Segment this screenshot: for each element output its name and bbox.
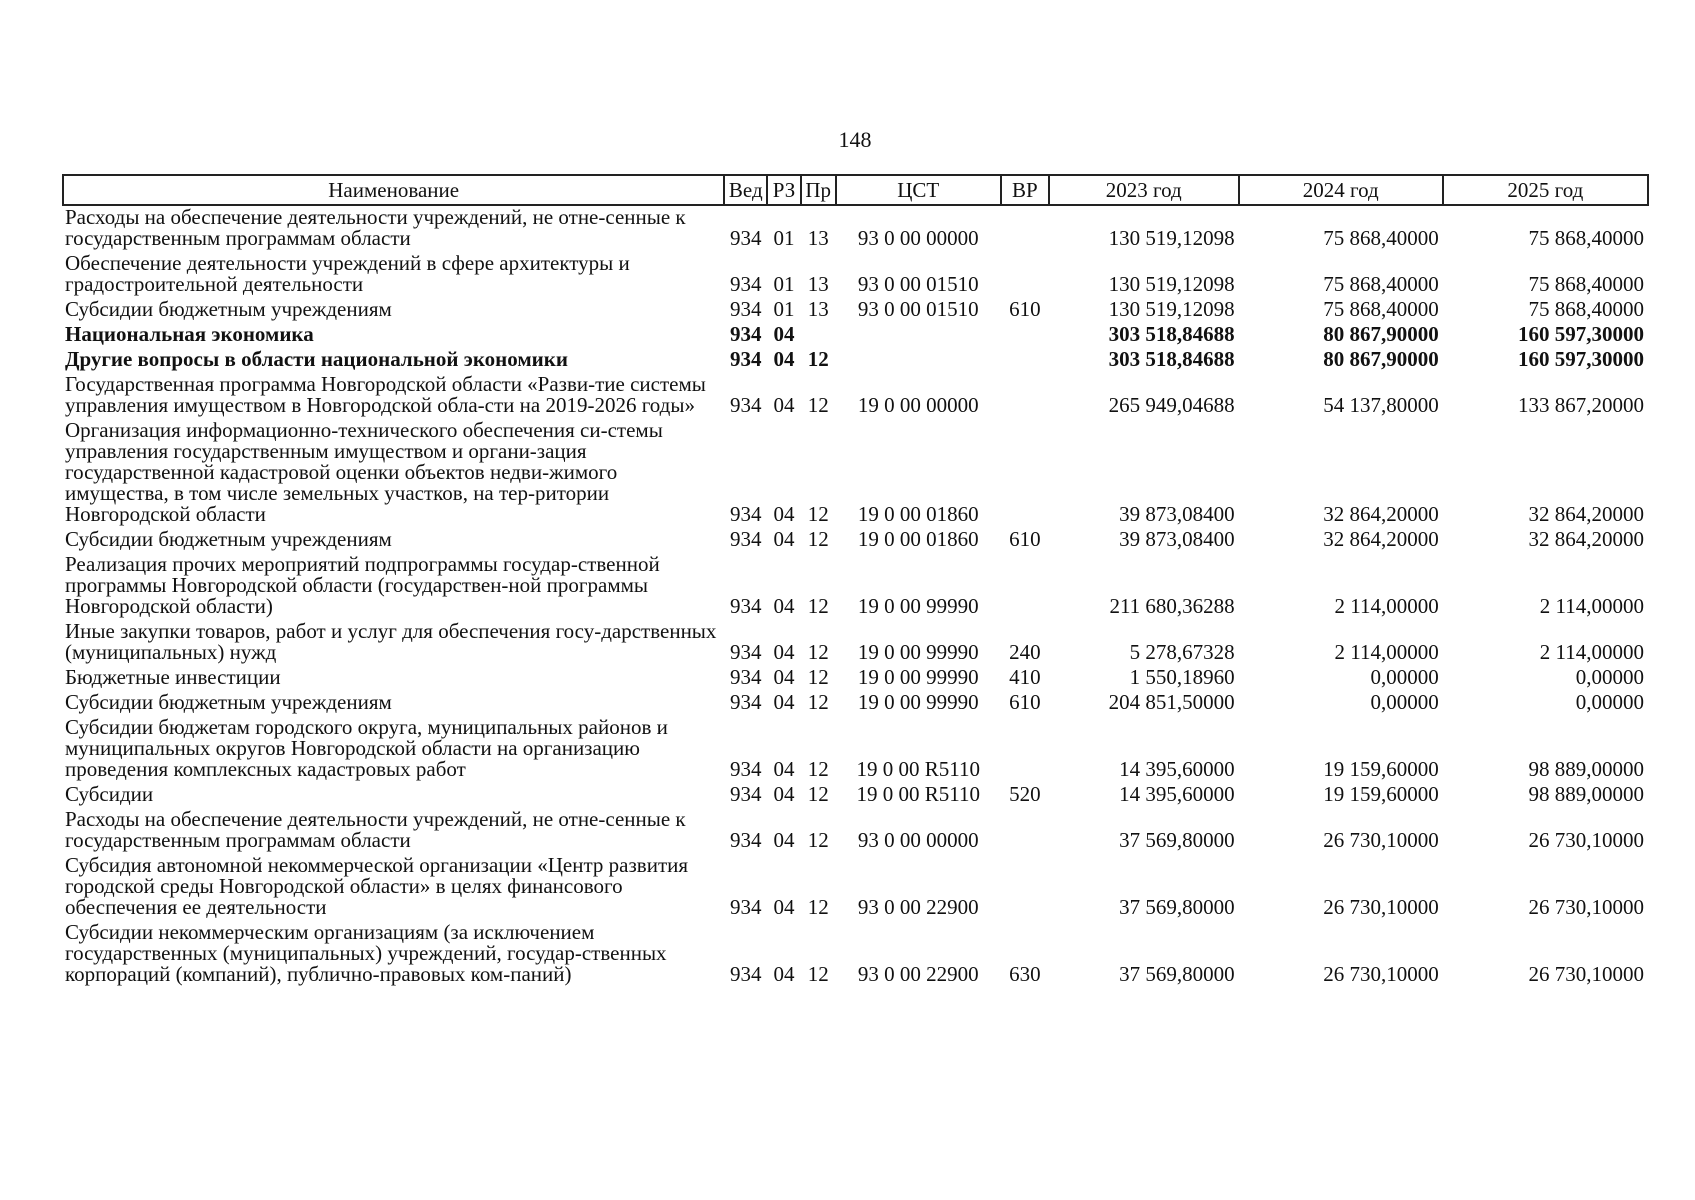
header-rz: РЗ — [767, 175, 801, 205]
row-value-2024: 75 868,40000 — [1323, 272, 1439, 296]
row-cst: 93 0 00 01510 — [857, 272, 979, 296]
row-name: Обеспечение деятельности учреждений в сфере архитектуры и градостроительной деятельности — [65, 251, 630, 296]
row-cst: 19 0 00 01860 — [857, 527, 979, 551]
row-rz: 01 — [773, 297, 795, 321]
row-pr: 12 — [807, 962, 829, 986]
row-value-2023: 14 395,60000 — [1119, 757, 1235, 781]
row-vr — [1001, 419, 1049, 528]
row-ved: 934 — [730, 782, 762, 806]
row-rz: 04 — [773, 895, 795, 919]
row-value-2025: 2 114,00000 — [1539, 640, 1644, 664]
row-cst: 19 0 00 99990 — [857, 665, 979, 689]
row-value-2024: 0,00000 — [1370, 690, 1439, 714]
header-ved: Вед — [724, 175, 767, 205]
row-value-2023: 39 873,08400 — [1119, 527, 1235, 551]
row-ved: 934 — [730, 895, 762, 919]
table-row — [63, 323, 1648, 348]
row-vr — [1001, 252, 1049, 298]
table-row — [63, 298, 1648, 323]
header-vr: ВР — [1001, 175, 1049, 205]
row-value-2024: 0,00000 — [1370, 665, 1439, 689]
row-pr: 13 — [807, 272, 829, 296]
table-row — [63, 252, 1648, 298]
row-pr: 12 — [807, 347, 829, 371]
row-cst: 19 0 00 R5110 — [856, 782, 980, 806]
row-ved: 934 — [730, 640, 762, 664]
row-cst: 93 0 00 22900 — [857, 895, 979, 919]
row-vr: 630 — [1009, 962, 1041, 986]
row-ved: 934 — [730, 962, 762, 986]
table-row — [63, 620, 1648, 666]
row-cst — [836, 348, 1001, 373]
table-row — [63, 205, 1648, 252]
row-cst: 19 0 00 99990 — [857, 690, 979, 714]
row-cst: 19 0 00 99990 — [857, 594, 979, 618]
row-name: Организация информационно-технического обеспечения си-стемы управления государственным имуществом и органи-зация государственной кадастровой оценки объектов недви-жимого имущества, в том числе земельных участков, на тер-ритории Новгородской области — [65, 418, 663, 526]
row-name: Расходы на обеспечение деятельности учреждений, не отне-сенные к государственным программам области — [65, 205, 686, 250]
row-name: Национальная экономика — [65, 322, 314, 346]
header-pr: Пр — [801, 175, 836, 205]
row-value-2024: 32 864,20000 — [1323, 527, 1439, 551]
row-value-2025: 32 864,20000 — [1528, 502, 1644, 526]
row-value-2025: 160 597,30000 — [1518, 347, 1644, 371]
row-vr: 410 — [1009, 665, 1041, 689]
page-number: 148 — [838, 127, 872, 152]
row-pr: 12 — [807, 828, 829, 852]
row-value-2023: 130 519,12098 — [1108, 226, 1235, 250]
row-pr: 12 — [807, 690, 829, 714]
row-value-2023: 204 851,50000 — [1108, 690, 1235, 714]
row-value-2023: 130 519,12098 — [1108, 297, 1235, 321]
row-rz: 01 — [773, 226, 795, 250]
row-ved: 934 — [730, 226, 762, 250]
row-value-2025: 32 864,20000 — [1528, 527, 1644, 551]
row-pr: 12 — [807, 895, 829, 919]
row-cst: 19 0 00 00000 — [857, 393, 979, 417]
row-value-2025: 98 889,00000 — [1528, 757, 1644, 781]
row-value-2023: 39 873,08400 — [1119, 502, 1235, 526]
row-vr: 240 — [1009, 640, 1041, 664]
row-vr: 610 — [1009, 527, 1041, 551]
row-name: Расходы на обеспечение деятельности учреждений, не отне-сенные к государственным программам области — [65, 807, 686, 852]
table-row — [63, 854, 1648, 921]
row-pr: 12 — [807, 502, 829, 526]
header-2025: 2025 год — [1443, 175, 1648, 205]
row-value-2025: 133 867,20000 — [1518, 393, 1644, 417]
row-name: Субсидия автономной некоммерческой организации «Центр развития городской среды Новгородской области» в целях финансового обеспечения ее деятельности — [65, 853, 689, 919]
row-cst: 93 0 00 22900 — [857, 962, 979, 986]
row-ved: 934 — [730, 322, 762, 346]
budget-table — [62, 174, 1649, 988]
row-name: Субсидии бюджетным учреждениям — [65, 297, 392, 321]
row-value-2023: 130 519,12098 — [1108, 272, 1235, 296]
row-rz: 01 — [773, 272, 795, 296]
row-value-2025: 2 114,00000 — [1539, 594, 1644, 618]
row-cst: 19 0 00 01860 — [857, 502, 979, 526]
table-row — [63, 808, 1648, 854]
row-vr — [1001, 205, 1049, 252]
table-body — [63, 205, 1648, 988]
row-cst — [836, 323, 1001, 348]
table-row — [63, 691, 1648, 716]
row-rz: 04 — [773, 594, 795, 618]
row-vr — [1001, 553, 1049, 620]
row-name: Иные закупки товаров, работ и услуг для обеспечения госу-дарственных (муниципальных) нужд — [65, 619, 717, 664]
row-value-2025: 98 889,00000 — [1528, 782, 1644, 806]
row-value-2024: 19 159,60000 — [1323, 757, 1439, 781]
row-vr — [1001, 373, 1049, 419]
row-value-2023: 1 550,18960 — [1129, 665, 1235, 689]
row-cst: 19 0 00 R5110 — [856, 757, 980, 781]
row-vr: 520 — [1009, 782, 1041, 806]
row-cst: 93 0 00 00000 — [857, 828, 979, 852]
row-name: Субсидии некоммерческим организациям (за исключением государственных (муниципальных) учреждений, государ-ственных корпораций (компаний), публично-правовых ком-паний) — [65, 920, 667, 986]
row-rz: 04 — [773, 690, 795, 714]
row-rz: 04 — [773, 757, 795, 781]
row-pr: 13 — [807, 226, 829, 250]
row-value-2024: 32 864,20000 — [1323, 502, 1439, 526]
row-cst: 93 0 00 00000 — [857, 226, 979, 250]
row-value-2025: 26 730,10000 — [1528, 962, 1644, 986]
row-name: Государственная программа Новгородской области «Разви-тие системы управления имуществом в Новгородской обла-сти на 2019-2026 годы» — [65, 372, 706, 417]
row-value-2024: 2 114,00000 — [1334, 640, 1439, 664]
table-row — [63, 528, 1648, 553]
row-value-2024: 26 730,10000 — [1323, 895, 1439, 919]
row-ved: 934 — [730, 690, 762, 714]
row-value-2023: 265 949,04688 — [1108, 393, 1235, 417]
row-vr — [1001, 808, 1049, 854]
row-ved: 934 — [730, 527, 762, 551]
row-rz: 04 — [773, 782, 795, 806]
row-value-2025: 0,00000 — [1575, 665, 1644, 689]
row-name: Субсидии — [65, 782, 154, 806]
row-pr: 12 — [807, 393, 829, 417]
row-name: Субсидии бюджетным учреждениям — [65, 690, 392, 714]
row-value-2024: 54 137,80000 — [1323, 393, 1439, 417]
row-value-2023: 303 518,84688 — [1108, 347, 1235, 371]
row-value-2025: 160 597,30000 — [1518, 322, 1644, 346]
row-vr — [1001, 323, 1049, 348]
row-rz: 04 — [773, 828, 795, 852]
row-ved: 934 — [730, 594, 762, 618]
table-row — [63, 373, 1648, 419]
row-cst: 19 0 00 99990 — [857, 640, 979, 664]
row-vr: 610 — [1009, 690, 1041, 714]
row-value-2023: 303 518,84688 — [1108, 322, 1235, 346]
row-ved: 934 — [730, 757, 762, 781]
row-pr: 12 — [807, 640, 829, 664]
row-rz: 04 — [773, 962, 795, 986]
table-row — [63, 921, 1648, 988]
row-name: Субсидии бюджетным учреждениям — [65, 527, 392, 551]
row-rz: 04 — [773, 502, 795, 526]
row-pr: 12 — [807, 594, 829, 618]
row-rz: 04 — [773, 527, 795, 551]
table-row — [63, 783, 1648, 808]
row-value-2025: 75 868,40000 — [1528, 297, 1644, 321]
table-row — [63, 666, 1648, 691]
row-value-2024: 26 730,10000 — [1323, 828, 1439, 852]
row-value-2025: 75 868,40000 — [1528, 226, 1644, 250]
row-value-2024: 75 868,40000 — [1323, 297, 1439, 321]
row-value-2023: 37 569,80000 — [1119, 895, 1235, 919]
row-pr: 12 — [807, 757, 829, 781]
row-ved: 934 — [730, 347, 762, 371]
table-row — [63, 553, 1648, 620]
row-name: Субсидии бюджетам городского округа, муниципальных районов и муниципальных округов Новгородской области на организацию проведения комплексных кадастровых работ — [65, 715, 668, 781]
row-value-2023: 5 278,67328 — [1129, 640, 1235, 664]
row-value-2023: 37 569,80000 — [1119, 962, 1235, 986]
row-value-2024: 80 867,90000 — [1323, 322, 1439, 346]
row-value-2024: 2 114,00000 — [1334, 594, 1439, 618]
row-pr: 12 — [807, 782, 829, 806]
row-vr — [1001, 854, 1049, 921]
row-rz: 04 — [773, 665, 795, 689]
row-value-2024: 19 159,60000 — [1323, 782, 1439, 806]
row-vr — [1001, 716, 1049, 783]
row-value-2023: 14 395,60000 — [1119, 782, 1235, 806]
row-value-2025: 26 730,10000 — [1528, 895, 1644, 919]
row-rz: 04 — [773, 322, 795, 346]
table-header-row — [63, 175, 1648, 205]
header-2024: 2024 год — [1239, 175, 1443, 205]
row-value-2024: 75 868,40000 — [1323, 226, 1439, 250]
row-rz: 04 — [773, 640, 795, 664]
row-ved: 934 — [730, 502, 762, 526]
row-cst: 93 0 00 01510 — [857, 297, 979, 321]
row-value-2023: 211 680,36288 — [1109, 594, 1235, 618]
header-name: Наименование — [63, 175, 724, 205]
row-ved: 934 — [730, 665, 762, 689]
table-row — [63, 419, 1648, 528]
row-value-2025: 26 730,10000 — [1528, 828, 1644, 852]
row-name: Реализация прочих мероприятий подпрограммы государ-ственной программы Новгородской области (государствен-ной программы Новгородской области) — [65, 552, 660, 618]
row-ved: 934 — [730, 297, 762, 321]
row-value-2023: 37 569,80000 — [1119, 828, 1235, 852]
row-pr: 12 — [807, 665, 829, 689]
table-row — [63, 348, 1648, 373]
row-name: Другие вопросы в области национальной экономики — [65, 347, 568, 371]
header-2023: 2023 год — [1049, 175, 1239, 205]
row-rz: 04 — [773, 347, 795, 371]
row-name: Бюджетные инвестиции — [65, 665, 281, 689]
row-pr: 12 — [807, 527, 829, 551]
table-row — [63, 716, 1648, 783]
row-vr — [1001, 348, 1049, 373]
row-ved: 934 — [730, 272, 762, 296]
row-value-2025: 75 868,40000 — [1528, 272, 1644, 296]
row-vr: 610 — [1009, 297, 1041, 321]
row-value-2024: 80 867,90000 — [1323, 347, 1439, 371]
row-value-2024: 26 730,10000 — [1323, 962, 1439, 986]
row-ved: 934 — [730, 393, 762, 417]
header-cst: ЦСТ — [836, 175, 1001, 205]
row-pr: 13 — [807, 297, 829, 321]
row-ved: 934 — [730, 828, 762, 852]
row-value-2025: 0,00000 — [1575, 690, 1644, 714]
row-rz: 04 — [773, 393, 795, 417]
row-pr — [801, 323, 836, 348]
